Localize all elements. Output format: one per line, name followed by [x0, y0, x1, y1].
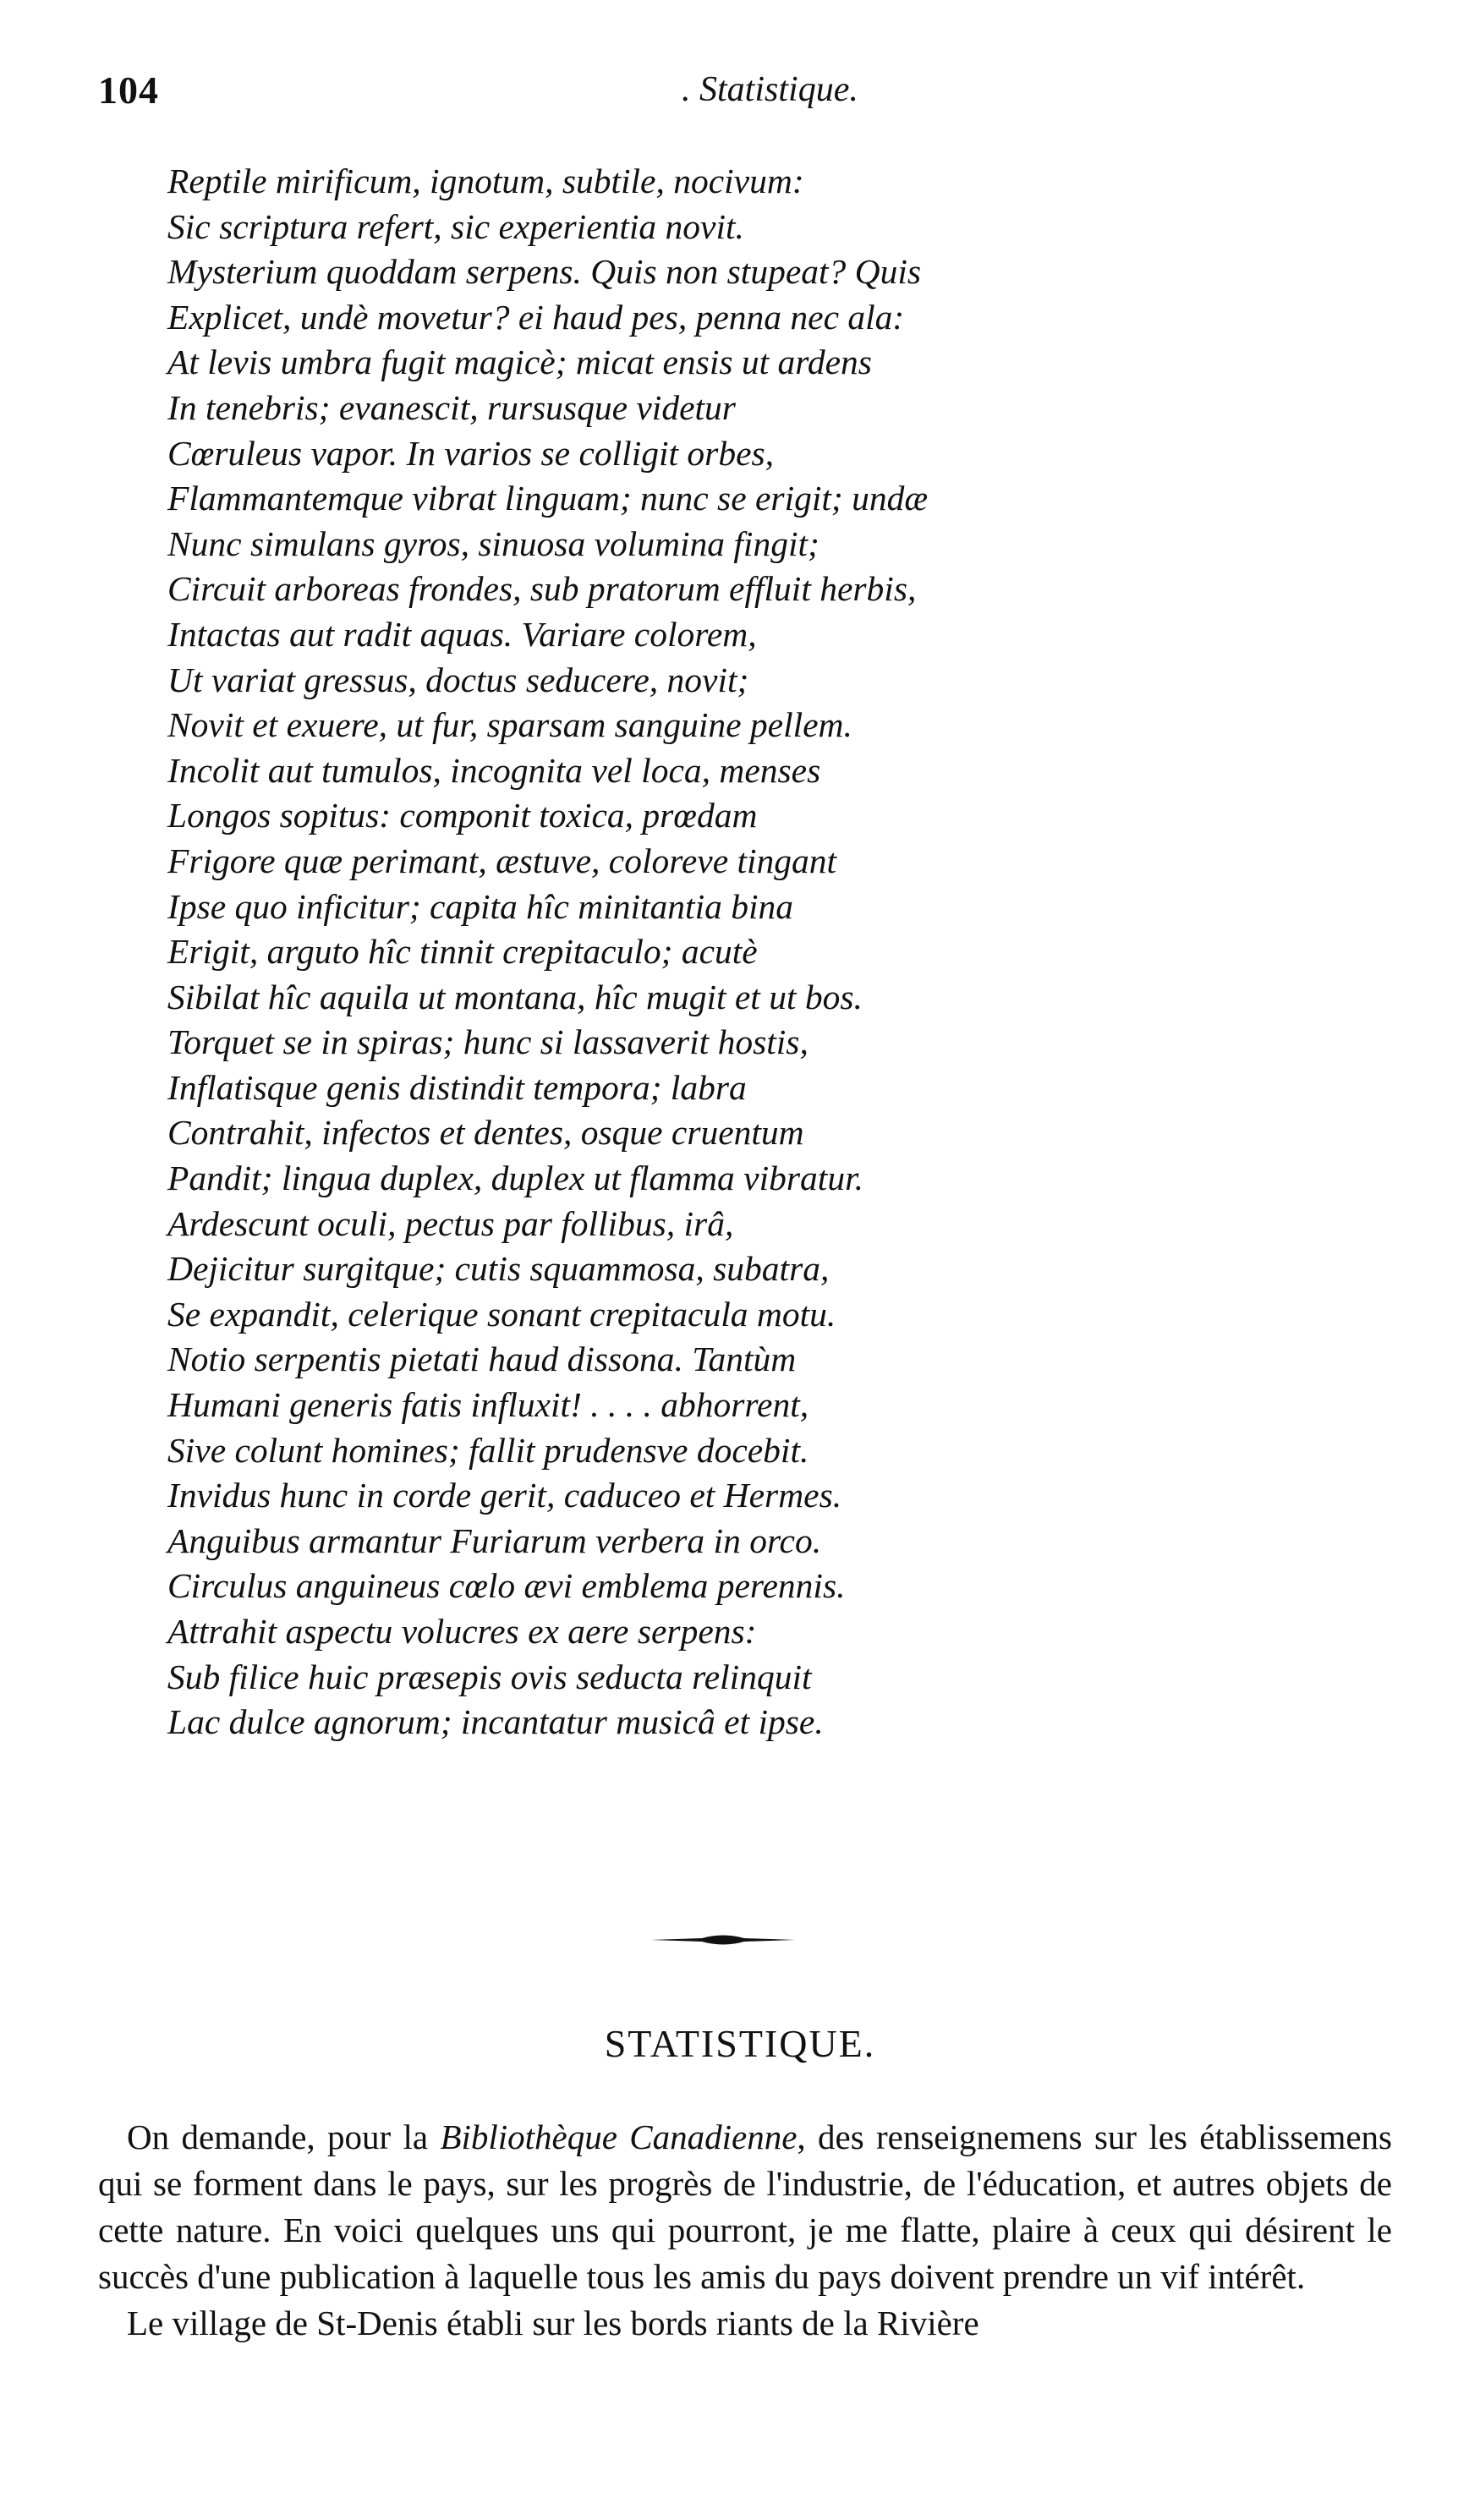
poem-line: Incolit aut tumulos, incognita vel loca, menses: [167, 750, 821, 790]
ornament-divider-icon: [651, 1931, 795, 1949]
paragraph: Le village de St-Denis établi sur les bords riants de la Rivière: [127, 2304, 979, 2342]
paragraph: [98, 2114, 1392, 2300]
page-number: 104: [98, 68, 159, 112]
poem-line: Torquet se in spiras; hunc si lassaverit hostis,: [167, 1022, 809, 1062]
poem-line: Sive colunt homines; fallit prudensve docebit.: [167, 1430, 809, 1470]
poem-line: Dejicitur surgitque; cutis squammosa, subatra,: [167, 1249, 830, 1289]
poem-line: Sic scriptura refert, sic experientia novit.: [167, 206, 744, 246]
poem-line: Circulus anguineus cœlo ævi emblema perennis.: [167, 1566, 846, 1606]
poem-line: Attrahit aspectu volucres ex aere serpens:: [167, 1612, 757, 1651]
poem-line: Sibilat hîc aquila ut montana, hîc mugit et ut bos.: [167, 977, 863, 1016]
poem-line: Invidus hunc in corde gerit, caduceo et Hermes.: [167, 1476, 842, 1515]
poem-line: Ipse quo inficitur; capita hîc minitantia bina: [167, 886, 794, 926]
poem-line: Contrahit, infectos et dentes, osque cruentum: [167, 1113, 804, 1153]
poem-line: Inflatisque genis distindit tempora; labra: [167, 1067, 747, 1107]
poem-line: Cœruleus vapor. In varios se colligit orbes,: [167, 433, 775, 473]
poem-line: Pandit; lingua duplex, duplex ut flamma vibratur.: [167, 1159, 863, 1198]
poem-line: Frigore quæ perimant, æstuve, coloreve tingant: [167, 841, 837, 880]
poem-line: Intactas aut radit aquas. Variare colorem,: [167, 614, 757, 654]
poem-line: Nunc simulans gyros, sinuosa volumina fingit;: [167, 523, 819, 563]
poem-line: Se expandit, celerique sonant crepitacula motu.: [167, 1294, 836, 1334]
running-title: . Statistique.: [682, 70, 858, 109]
poem-line: Lac dulce agnorum; incantatur musicâ et ipse.: [167, 1702, 824, 1742]
poem-line: Erigit, arguto hîc tinnit crepitaculo; acutè: [167, 932, 758, 972]
poem-line: Longos sopitus: componit toxica, prœdam: [167, 796, 758, 835]
poem-line: Circuit arboreas frondes, sub pratorum effluit herbis,: [167, 569, 917, 609]
running-head: [98, 68, 1382, 118]
paragraph-text: On demande, pour la: [127, 2117, 441, 2156]
poem-line: Mysterium quoddam serpens. Quis non stupeat? Quis: [167, 252, 922, 292]
poem-line: Reptile mirificum, ignotum, subtile, nocivum:: [167, 162, 804, 200]
latin-poem: [167, 159, 1335, 1745]
publication-title: Bibliothèque Canadienne: [440, 2117, 798, 2156]
paragraph-text: , des renseignemens sur les établissemens qui se forment dans le pays, sur les progrès de l'industrie, de l'éducation, et autres objets de cette nature. En voici quelques uns qui pourront, je me flatte, plaire à ceux qui désirent le succès d'une publication à laquelle tous les amis du pays doivent prendre un vif intérêt.: [98, 2117, 1393, 2296]
poem-line: Humani generis fatis influxit! . . . . abhorrent,: [167, 1385, 809, 1425]
poem-line: Explicet, undè movetur? ei haud pes, penna nec ala:: [167, 297, 905, 337]
poem-line: Ardescunt oculi, pectus par follibus, irâ,: [167, 1203, 734, 1243]
poem-line: Anguibus armantur Furiarum verbera in orco.: [167, 1520, 822, 1560]
poem-line: At levis umbra fugit magicè; micat ensis ut ardens: [167, 342, 872, 382]
poem-line: Novit et exuere, ut fur, sparsam sanguine pellem.: [167, 705, 852, 745]
poem-line: Flammantemque vibrat linguam; nunc se erigit; undæ: [167, 479, 929, 518]
section-title: STATISTIQUE.: [604, 2022, 876, 2065]
article-body: [98, 2114, 1392, 2347]
poem-line: Ut variat gressus, doctus seducere, novit;: [167, 660, 749, 699]
poem-line: Notio serpentis pietati haud dissona. Tantùm: [167, 1339, 797, 1379]
poem-line: Sub filice huic præsepis ovis seducta relinquit: [167, 1657, 812, 1696]
poem-line: In tenebris; evanescit, rursusque videtur: [167, 387, 736, 427]
